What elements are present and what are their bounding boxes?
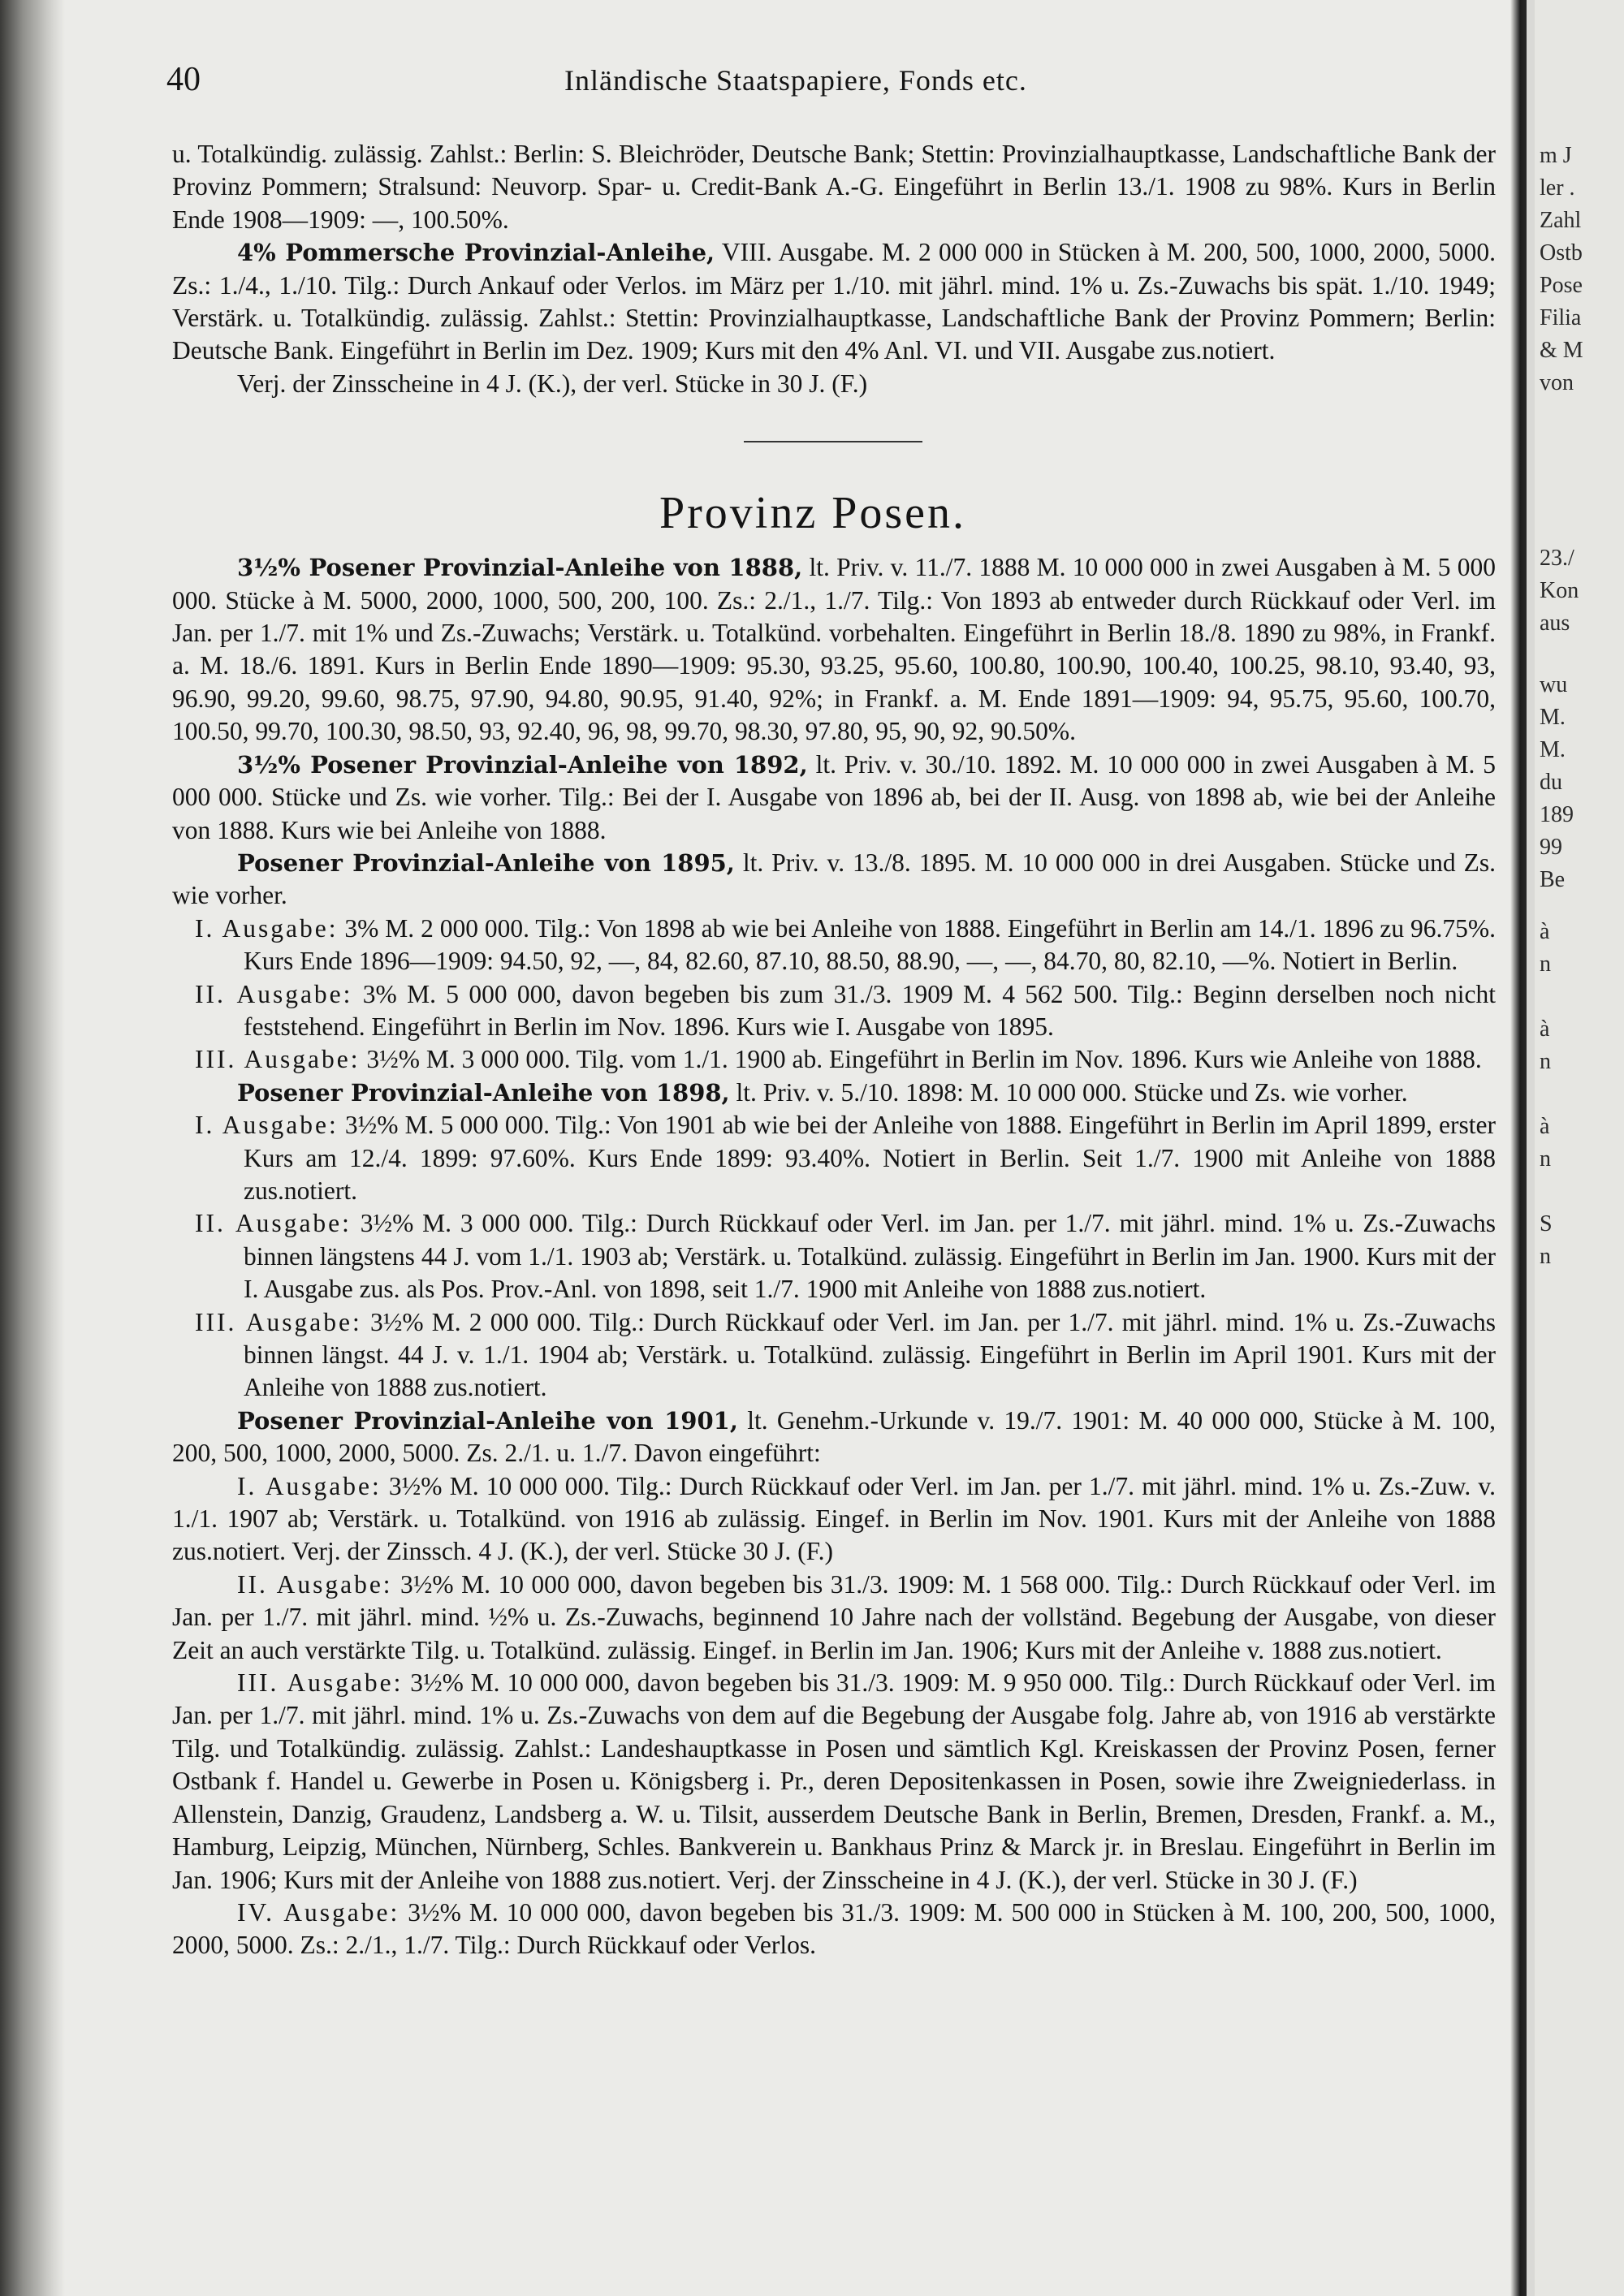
entry-1895-issue-2: II. Ausgabe: 3% M. 5 000 000, davon begeben bis zum 31./3. 1909 M. 4 562 500. Tilg.: Beginn derselben noch nicht feststehend. Eingeführt in Berlin im Nov. 1896. Kurs wie I. Ausgabe von 1895. [195,979,1496,1041]
entry-1901-issue-2: II. Ausgabe: 3½% M. 10 000 000, davon begeben bis 31./3. 1909: M. 1 568 000. Tilg.: Durch Rückkauf oder Verl. im Jan. per 1./7. mit jährl. mind. ½% u. Zs.-Zuwachs, beginnend 10 Jahre nach der vollständ. Begebung der Ausgabe, von dieser Zeit an auch verstärkte Tilg. u. Totalkünd. zulässig. Eingef. in Berlin im Jan. 1906; Kurs mit der Anleihe v. 1888 zus.notiert. [172,1569,1497,1664]
adjacent-text-line: n [1540,1244,1551,1269]
entry-heading: Posener Provinzial-Anleihe von 1898, [237,1078,730,1107]
entry-heading: Posener Provinzial-Anleihe von 1895, [237,848,735,877]
entry-1898-issue-2: II. Ausgabe: 3½% M. 3 000 000. Tilg.: Durch Rückkauf oder Verl. im Jan. per 1./7. mit jährl. mind. 1% u. Zs.-Zuwachs binnen längstens 44 J. vom 1./1. 1903 ab; Verstärk. u. Totalkünd. zulässig. Eingeführt in Berlin im Jan. 1900. Kurs mit der I. Ausgabe zus. als Pos. Prov.-Anl. von 1898, seit 1./7. 1900 mit Anleihe von 1888 zus.notiert. [195,1209,1496,1304]
page-number: 40 [166,61,201,98]
entry-heading: 3½% Posener Provinzial-Anleihe von 1892, [237,750,808,779]
adjacent-text-line: M. [1540,737,1566,762]
adjacent-text-line: Zahl [1540,208,1582,233]
body-text [172,138,1496,1962]
intro-paragraph-3: Verj. der Zinsscheine in 4 J. (K.), der verl. Stücke in 30 J. (F.) [237,369,868,398]
entry-1895: Posener Provinzial-Anleihe von 1895, lt. Priv. v. 13./8. 1895. M. 10 000 000 in drei Ausgaben. Stücke und Zs. wie vorher. [172,848,1497,910]
adjacent-text-line: n [1540,952,1551,977]
adjacent-text-line: à [1540,1016,1550,1042]
adjacent-text-line: à [1540,919,1550,944]
adjacent-text-line: 99 [1540,835,1562,860]
adjacent-text-line: aus [1540,611,1570,636]
running-title: Inländische Staatspapiere, Fonds etc. [564,64,1027,97]
entry-1888: 3½% Posener Provinzial-Anleihe von 1888, lt. Priv. v. 11./7. 1888 M. 10 000 000 in zwei Ausgaben à M. 5 000 000. Stücke à M. 5000, 2000, 1000, 500, 200, 100. Zs.: 2./1., 1./7. Tilg.: Von 1893 ab entweder durch Rückkauf oder Verl. im Jan. per 1./7. mit 1% und Zs.-Zuwachs; Verstärk. u. Totalkünd. vorbehalten. Eingeführt in Berlin 18./8. 1890 zu 98%, in Frankf. a. M. 18./6. 1891. Kurs in Berlin Ende 1890—1909: 95.30, 93.25, 95.60, 100.80, 100.90, 100.40, 100.25, 98.10, 93.40, 93, 96.90, 99.20, 99.60, 98.75, 97.90, 94.80, 90.95, 91.40, 92%; in Frankf. a. M. Ende 1891—1909: 94, 95.75, 95.60, 100.70, 100.50, 99.70, 100.30, 98.50, 93, 92.40, 96, 98, 99.70, 98.30, 97.80, 95, 90, 92, 90.50%. [172,553,1496,746]
adjacent-text-line: ler . [1540,175,1575,201]
adjacent-text-line: wu [1540,672,1568,697]
entry-1901-issue-3: III. Ausgabe: 3½% M. 10 000 000, davon begeben bis 31./3. 1909: M. 9 950 000. Tilg.: Durch Rückkauf oder Verl. im Jan. per 1./7. mit jährl. mind. 1% u. Zs.-Zuwachs von dem auf die Begebung der Ausgabe folg. Jahre ab, von 1916 ab verstärkte Tilg. und Totalkündig. zulässig. Zahlst.: Landeshauptkasse in Posen und sämtlich Kgl. Kreiskassen der Provinz Posen, ferner Ostbank f. Handel u. Gewerbe in Posen u. Königsberg i. Pr., deren Depositenkassen in Posen, sowie ihre Zweigniederlass. in Allenstein, Danzig, Graudenz, Landsberg a. W. u. Tilsit, ausserdem Deutsche Bank in Berlin, Bremen, Dresden, Frankf. a. M., Hamburg, Leipzig, München, Nürnberg, Schles. Bankverein u. Bankhaus Prinz & Marck jr. in Breslau. Eingeführt in Berlin im Jan. 1906; Kurs mit der Anleihe von 1888 zus.notiert. Verj. der Zinsscheine in 4 J. (K.), der verl. Stücke in 30 J. (F.) [172,1668,1497,1894]
adjacent-text-line: von [1540,370,1574,395]
adjacent-text-line: 23./ [1540,546,1574,571]
binding-shadow [0,0,65,2296]
entry-heading: 4% Pommersche Provinzial-Anleihe, [237,239,715,267]
entry-1898-issue-1: I. Ausgabe: 3½% M. 5 000 000. Tilg.: Von 1901 ab wie bei der Anleihe von 1888. Eingeführt in Berlin im April 1899, erster Kurs am 12./4. 1899: 97.60%. Kurs Ende 1899: 93.40%. Notiert in Berlin. Seit 1./7. 1900 mit Anleihe von 1888 zus.notiert. [195,1111,1497,1205]
entry-1898: Posener Provinzial-Anleihe von 1898, lt. Priv. v. 5./10. 1898: M. 10 000 000. Stücke und Zs. wie vorher. [237,1077,1408,1107]
section-title: Provinz Posen. [659,488,966,539]
section-divider [744,441,922,442]
entry-heading: 3½% Posener Provinzial-Anleihe von 1888, [237,554,803,582]
adjacent-text-line: M. [1540,705,1566,730]
intro-paragraph-1: u. Totalkündig. zulässig. Zahlst.: Berlin: S. Bleichröder, Deutsche Bank; Stettin: Provinzialhauptkasse, Landschaftliche Bank der Provinz Pommern; Stralsund: Neuvorp. Spar- u. Credit-Bank A.-G. Eingeführt in Berlin 13./1. 1908 zu 98%. Kurs in Berlin Ende 1908—1909: —, 100.50%. [172,140,1496,234]
adjacent-text-line: & M [1540,338,1583,363]
entry-1895-issue-3: III. Ausgabe: 3½% M. 3 000 000. Tilg. vom 1./1. 1900 ab. Eingeführt in Berlin im Nov. 1896. Kurs wie Anleihe von 1888. [195,1045,1482,1074]
entry-1901: Posener Provinzial-Anleihe von 1901, lt. Genehm.-Urkunde v. 19./7. 1901: M. 40 000 000, Stücke à M. 100, 200, 500, 1000, 2000, 5000. Zs. 2./1. u. 1./7. Davon eingeführt: [172,1405,1496,1468]
entry-1892: 3½% Posener Provinzial-Anleihe von 1892, lt. Priv. v. 30./10. 1892. M. 10 000 000 in zwei Ausgaben à M. 5 000 000. Stücke und Zs. wie vorher. Tilg.: Bei der I. Ausgabe von 1896 ab, bei der II. Ausg. von 1898 ab, wie bei der Anleihe von 1888. Kurs wie bei Anleihe von 1888. [172,749,1497,844]
intro-paragraph-2: 4% Pommersche Provinzial-Anleihe, VIII. Ausgabe. M. 2 000 000 in Stücken à M. 200, 500, 1000, 2000, 5000. Zs.: 1./4., 1./10. Tilg.: Durch Ankauf oder Verlos. im März per 1./10. mit jährl. mind. 1% u. Zs.-Zuwachs bis spät. 1./10. 1949; Verstärk. u. Totalkündig. zulässig. Zahlst.: Stettin: Provinzialhauptkasse, Landschaftliche Bank der Provinz Pommern; Berlin: Deutsche Bank. Eingeführt in Berlin im Dez. 1909; Kurs mit den 4% Anl. VI. und VII. Ausgabe zus.notiert. [172,238,1496,365]
adjacent-page-edge [1535,0,1624,2296]
adjacent-text-line: Pose [1540,273,1583,298]
adjacent-text-line: Kon [1540,578,1579,603]
entry-1901-issue-4: IV. Ausgabe: 3½% M. 10 000 000, davon begeben bis 31./3. 1909: M. 500 000 in Stücken à M. 100, 200, 500, 1000, 2000, 5000. Zs.: 2./1., 1./7. Tilg.: Durch Rückkauf oder Verlos. [172,1897,1496,1960]
adjacent-text-line: 189 [1540,802,1574,827]
adjacent-text-line: Ostb [1540,240,1583,265]
adjacent-text-line: à [1540,1114,1550,1139]
entry-1895-issue-1: I. Ausgabe: 3% M. 2 000 000. Tilg.: Von 1898 ab wie bei Anleihe von 1888. Eingeführt in Berlin am 14./1. 1896 zu 96.75%. Kurs Ende 1896—1909: 94.50, 92, —, 84, 82.60, 87.10, 88.50, 88.90, —, —, 84.70, 80, 82.10, —%. Notiert in Berlin. [195,913,1496,976]
adjacent-text-line: S [1540,1211,1553,1236]
adjacent-text-line: Filia [1540,305,1582,330]
entry-1901-issue-1: I. Ausgabe: 3½% M. 10 000 000. Tilg.: Durch Rückkauf oder Verl. im Jan. per 1./7. mit jährl. mind. 1% u. Zs.-Zuw. v. 1./1. 1907 ab; Verstärk. u. Totalkünd. von 1916 ab zulässig. Eingef. in Berlin im Nov. 1901. Kurs mit der Anleihe von 1888 zus.notiert. Verj. der Zinssch. 4 J. (K.), der verl. Stücke 30 J. (F.) [172,1471,1496,1566]
adjacent-text-line: n [1540,1049,1551,1074]
adjacent-text-line: m J [1540,143,1572,168]
entry-1898-issue-3: III. Ausgabe: 3½% M. 2 000 000. Tilg.: Durch Rückkauf oder Verl. im Jan. per 1./7. mit jährl. mind. 1% u. Zs.-Zuwachs binnen längst. 44 J. v. 1./1. 1904 ab; Verstärk. u. Totalkünd. zulässig. Eingeführt in Berlin im April 1901. Kurs mit der Anleihe von 1888 zus.notiert. [195,1307,1497,1402]
adjacent-text-line: du [1540,770,1562,795]
adjacent-text-line: n [1540,1146,1551,1172]
entry-heading: Posener Provinzial-Anleihe von 1901, [237,1406,738,1435]
page-gutter [1510,0,1527,2296]
adjacent-text-line: Be [1540,867,1566,892]
